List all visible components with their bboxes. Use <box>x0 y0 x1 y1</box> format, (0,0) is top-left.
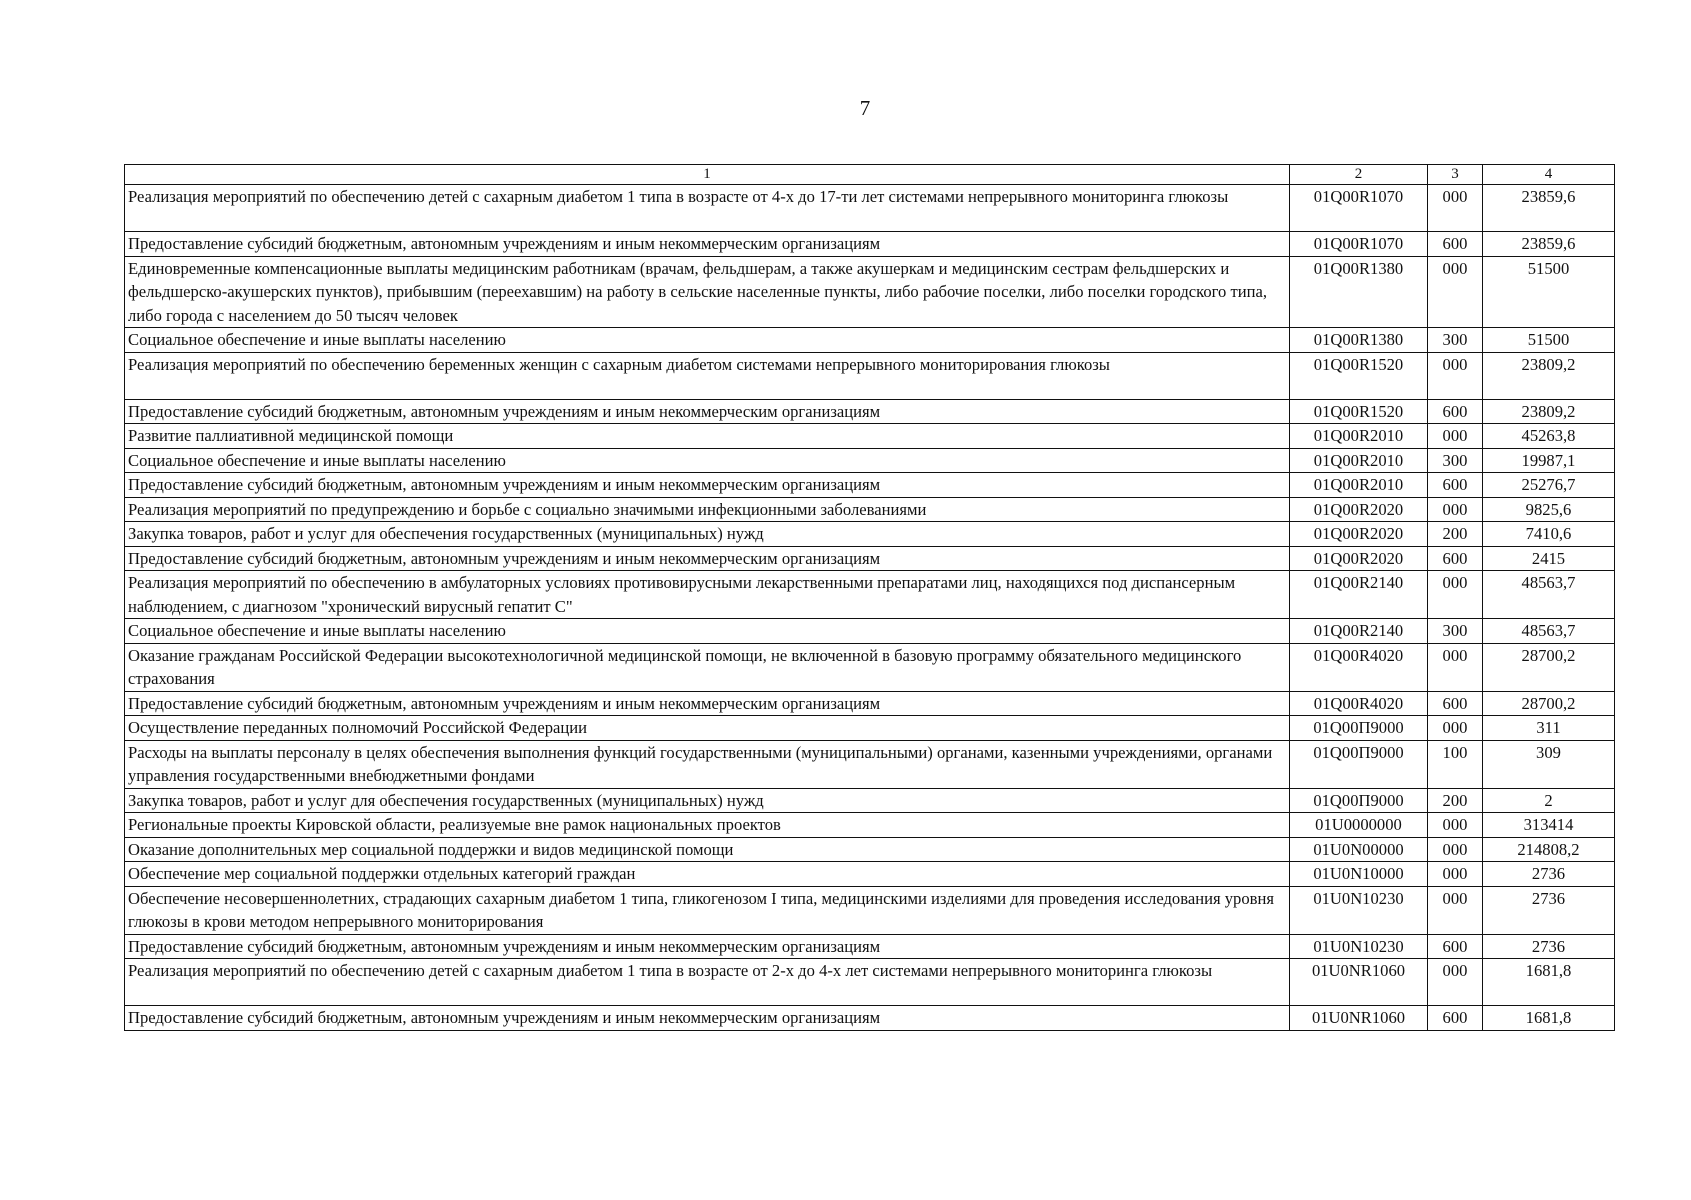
row-code-cell: 01Q00R2010 <box>1290 473 1428 498</box>
row-code-cell: 01U0N00000 <box>1290 837 1428 862</box>
row-type-cell: 200 <box>1428 788 1483 813</box>
table-row <box>125 934 1615 959</box>
row-amount-cell: 23809,2 <box>1483 352 1615 399</box>
row-type-cell: 600 <box>1428 473 1483 498</box>
row-type-cell: 600 <box>1428 232 1483 257</box>
row-type-cell: 000 <box>1428 886 1483 934</box>
header-cell-1: 1 <box>125 165 1290 185</box>
row-code-cell: 01Q00R2010 <box>1290 424 1428 449</box>
table-row <box>125 256 1615 328</box>
row-type-cell: 000 <box>1428 256 1483 328</box>
row-type-cell: 600 <box>1428 691 1483 716</box>
row-code-cell: 01U0NR1060 <box>1290 1006 1428 1031</box>
row-name-cell: Реализация мероприятий по обеспечению детей с сахарным диабетом 1 типа в возрасте от 2-х до 4-х лет системами непрерывного мониторинга глюкозы <box>125 959 1290 1006</box>
row-name-cell: Обеспечение несовершеннолетних, страдающих сахарным диабетом 1 типа, гликогенозом I типа, медицинскими изделиями для проведения исследования уровня глюкозы в крови методом непрерывного мониторирования <box>125 886 1290 934</box>
row-type-cell: 000 <box>1428 813 1483 838</box>
row-code-cell: 01Q00R4020 <box>1290 691 1428 716</box>
row-code-cell: 01U0NR1060 <box>1290 959 1428 1006</box>
table-row <box>125 352 1615 399</box>
row-type-cell: 600 <box>1428 934 1483 959</box>
row-name-cell: Региональные проекты Кировской области, реализуемые вне рамок национальных проектов <box>125 813 1290 838</box>
table-row <box>125 522 1615 547</box>
row-name-cell: Оказание гражданам Российской Федерации высокотехнологичной медицинской помощи, не включенной в базовую программу обязательного медицинского страхования <box>125 643 1290 691</box>
row-code-cell: 01Q00R1380 <box>1290 328 1428 353</box>
row-amount-cell: 313414 <box>1483 813 1615 838</box>
row-code-cell: 01Q00П9000 <box>1290 740 1428 788</box>
row-type-cell: 600 <box>1428 1006 1483 1031</box>
table-row <box>125 399 1615 424</box>
header-cell-2: 2 <box>1290 165 1428 185</box>
row-type-cell: 000 <box>1428 185 1483 232</box>
row-type-cell: 000 <box>1428 643 1483 691</box>
row-amount-cell: 7410,6 <box>1483 522 1615 547</box>
table-row <box>125 716 1615 741</box>
row-name-cell: Предоставление субсидий бюджетным, автономным учреждениям и иным некоммерческим организациям <box>125 546 1290 571</box>
row-amount-cell: 311 <box>1483 716 1615 741</box>
row-amount-cell: 2 <box>1483 788 1615 813</box>
row-code-cell: 01Q00R1070 <box>1290 232 1428 257</box>
row-name-cell: Оказание дополнительных мер социальной поддержки и видов медицинской помощи <box>125 837 1290 862</box>
row-amount-cell: 23809,2 <box>1483 399 1615 424</box>
row-type-cell: 000 <box>1428 837 1483 862</box>
row-code-cell: 01Q00R2020 <box>1290 497 1428 522</box>
row-code-cell: 01Q00R4020 <box>1290 643 1428 691</box>
row-name-cell: Реализация мероприятий по обеспечению беременных женщин с сахарным диабетом системами непрерывного мониторирования глюкозы <box>125 352 1290 399</box>
header-cell-3: 3 <box>1428 165 1483 185</box>
table-row <box>125 619 1615 644</box>
table-row <box>125 959 1615 1006</box>
row-code-cell: 01Q00R1520 <box>1290 352 1428 399</box>
row-name-cell: Обеспечение мер социальной поддержки отдельных категорий граждан <box>125 862 1290 887</box>
row-code-cell: 01Q00R2140 <box>1290 571 1428 619</box>
table-row <box>125 546 1615 571</box>
table-row <box>125 788 1615 813</box>
table-row <box>125 571 1615 619</box>
row-name-cell: Социальное обеспечение и иные выплаты населению <box>125 448 1290 473</box>
row-type-cell: 600 <box>1428 546 1483 571</box>
row-code-cell: 01Q00R1380 <box>1290 256 1428 328</box>
row-name-cell: Закупка товаров, работ и услуг для обеспечения государственных (муниципальных) нужд <box>125 522 1290 547</box>
row-amount-cell: 23859,6 <box>1483 185 1615 232</box>
table-row <box>125 813 1615 838</box>
row-name-cell: Реализация мероприятий по обеспечению в амбулаторных условиях противовирусными лекарственными препаратами лиц, находящихся под диспансерным наблюдением, с диагнозом "хронический вирусный гепатит С" <box>125 571 1290 619</box>
row-code-cell: 01U0N10230 <box>1290 886 1428 934</box>
row-amount-cell: 45263,8 <box>1483 424 1615 449</box>
row-type-cell: 000 <box>1428 959 1483 1006</box>
row-amount-cell: 2736 <box>1483 934 1615 959</box>
table-row <box>125 424 1615 449</box>
row-type-cell: 300 <box>1428 619 1483 644</box>
row-name-cell: Предоставление субсидий бюджетным, автономным учреждениям и иным некоммерческим организациям <box>125 934 1290 959</box>
row-amount-cell: 2736 <box>1483 862 1615 887</box>
row-type-cell: 600 <box>1428 399 1483 424</box>
row-code-cell: 01Q00R1520 <box>1290 399 1428 424</box>
row-code-cell: 01Q00R2140 <box>1290 619 1428 644</box>
row-amount-cell: 19987,1 <box>1483 448 1615 473</box>
row-code-cell: 01Q00R2020 <box>1290 546 1428 571</box>
row-amount-cell: 51500 <box>1483 256 1615 328</box>
table-row <box>125 740 1615 788</box>
row-type-cell: 000 <box>1428 862 1483 887</box>
row-name-cell: Закупка товаров, работ и услуг для обеспечения государственных (муниципальных) нужд <box>125 788 1290 813</box>
row-name-cell: Развитие паллиативной медицинской помощи <box>125 424 1290 449</box>
row-amount-cell: 48563,7 <box>1483 571 1615 619</box>
row-name-cell: Предоставление субсидий бюджетным, автономным учреждениям и иным некоммерческим организациям <box>125 232 1290 257</box>
table-row <box>125 886 1615 934</box>
row-name-cell: Социальное обеспечение и иные выплаты населению <box>125 619 1290 644</box>
row-type-cell: 000 <box>1428 497 1483 522</box>
row-name-cell: Предоставление субсидий бюджетным, автономным учреждениям и иным некоммерческим организациям <box>125 399 1290 424</box>
row-type-cell: 300 <box>1428 328 1483 353</box>
row-amount-cell: 214808,2 <box>1483 837 1615 862</box>
header-cell-4: 4 <box>1483 165 1615 185</box>
table-row <box>125 691 1615 716</box>
row-name-cell: Единовременные компенсационные выплаты медицинским работникам (врачам, фельдшерам, а также акушеркам и медицинским сестрам фельдшерских и фельдшерско-акушерских пунктов), прибывшим (переехавшим) на работу в сельские населенные пункты, либо рабочие поселки, либо поселки городского типа, либо города с населением до 50 тысяч человек <box>125 256 1290 328</box>
row-type-cell: 000 <box>1428 352 1483 399</box>
row-amount-cell: 2415 <box>1483 546 1615 571</box>
row-amount-cell: 1681,8 <box>1483 959 1615 1006</box>
row-name-cell: Расходы на выплаты персоналу в целях обеспечения выполнения функций государственными (муниципальными) органами, казенными учреждениями, органами управления государственными внебюджетными фондами <box>125 740 1290 788</box>
row-name-cell: Социальное обеспечение и иные выплаты населению <box>125 328 1290 353</box>
row-amount-cell: 23859,6 <box>1483 232 1615 257</box>
table-row <box>125 643 1615 691</box>
row-amount-cell: 1681,8 <box>1483 1006 1615 1031</box>
row-amount-cell: 28700,2 <box>1483 643 1615 691</box>
table-row <box>125 473 1615 498</box>
row-type-cell: 000 <box>1428 571 1483 619</box>
row-amount-cell: 2736 <box>1483 886 1615 934</box>
row-code-cell: 01U0N10230 <box>1290 934 1428 959</box>
table-row <box>125 497 1615 522</box>
row-name-cell: Осуществление переданных полномочий Российской Федерации <box>125 716 1290 741</box>
table-row <box>125 837 1615 862</box>
row-code-cell: 01U0000000 <box>1290 813 1428 838</box>
row-code-cell: 01Q00R1070 <box>1290 185 1428 232</box>
row-code-cell: 01Q00П9000 <box>1290 716 1428 741</box>
row-name-cell: Реализация мероприятий по обеспечению детей с сахарным диабетом 1 типа в возрасте от 4-х до 17-ти лет системами непрерывного мониторинга глюкозы <box>125 185 1290 232</box>
row-name-cell: Предоставление субсидий бюджетным, автономным учреждениям и иным некоммерческим организациям <box>125 1006 1290 1031</box>
row-code-cell: 01U0N10000 <box>1290 862 1428 887</box>
row-type-cell: 300 <box>1428 448 1483 473</box>
page-number: 7 <box>859 96 871 120</box>
budget-table <box>124 164 1615 1031</box>
row-code-cell: 01Q00R2010 <box>1290 448 1428 473</box>
table-row <box>125 862 1615 887</box>
row-amount-cell: 309 <box>1483 740 1615 788</box>
row-type-cell: 000 <box>1428 424 1483 449</box>
row-name-cell: Предоставление субсидий бюджетным, автономным учреждениям и иным некоммерческим организациям <box>125 473 1290 498</box>
table-row <box>125 1006 1615 1031</box>
row-name-cell: Реализация мероприятий по предупреждению и борьбе с социально значимыми инфекционными заболеваниями <box>125 497 1290 522</box>
row-type-cell: 200 <box>1428 522 1483 547</box>
table-row <box>125 328 1615 353</box>
row-amount-cell: 28700,2 <box>1483 691 1615 716</box>
row-amount-cell: 51500 <box>1483 328 1615 353</box>
row-code-cell: 01Q00R2020 <box>1290 522 1428 547</box>
row-amount-cell: 9825,6 <box>1483 497 1615 522</box>
table-row <box>125 232 1615 257</box>
table-row <box>125 185 1615 232</box>
row-name-cell: Предоставление субсидий бюджетным, автономным учреждениям и иным некоммерческим организациям <box>125 691 1290 716</box>
row-type-cell: 100 <box>1428 740 1483 788</box>
row-amount-cell: 48563,7 <box>1483 619 1615 644</box>
table-header-row <box>125 165 1615 185</box>
row-type-cell: 000 <box>1428 716 1483 741</box>
row-amount-cell: 25276,7 <box>1483 473 1615 498</box>
row-code-cell: 01Q00П9000 <box>1290 788 1428 813</box>
table-row <box>125 448 1615 473</box>
